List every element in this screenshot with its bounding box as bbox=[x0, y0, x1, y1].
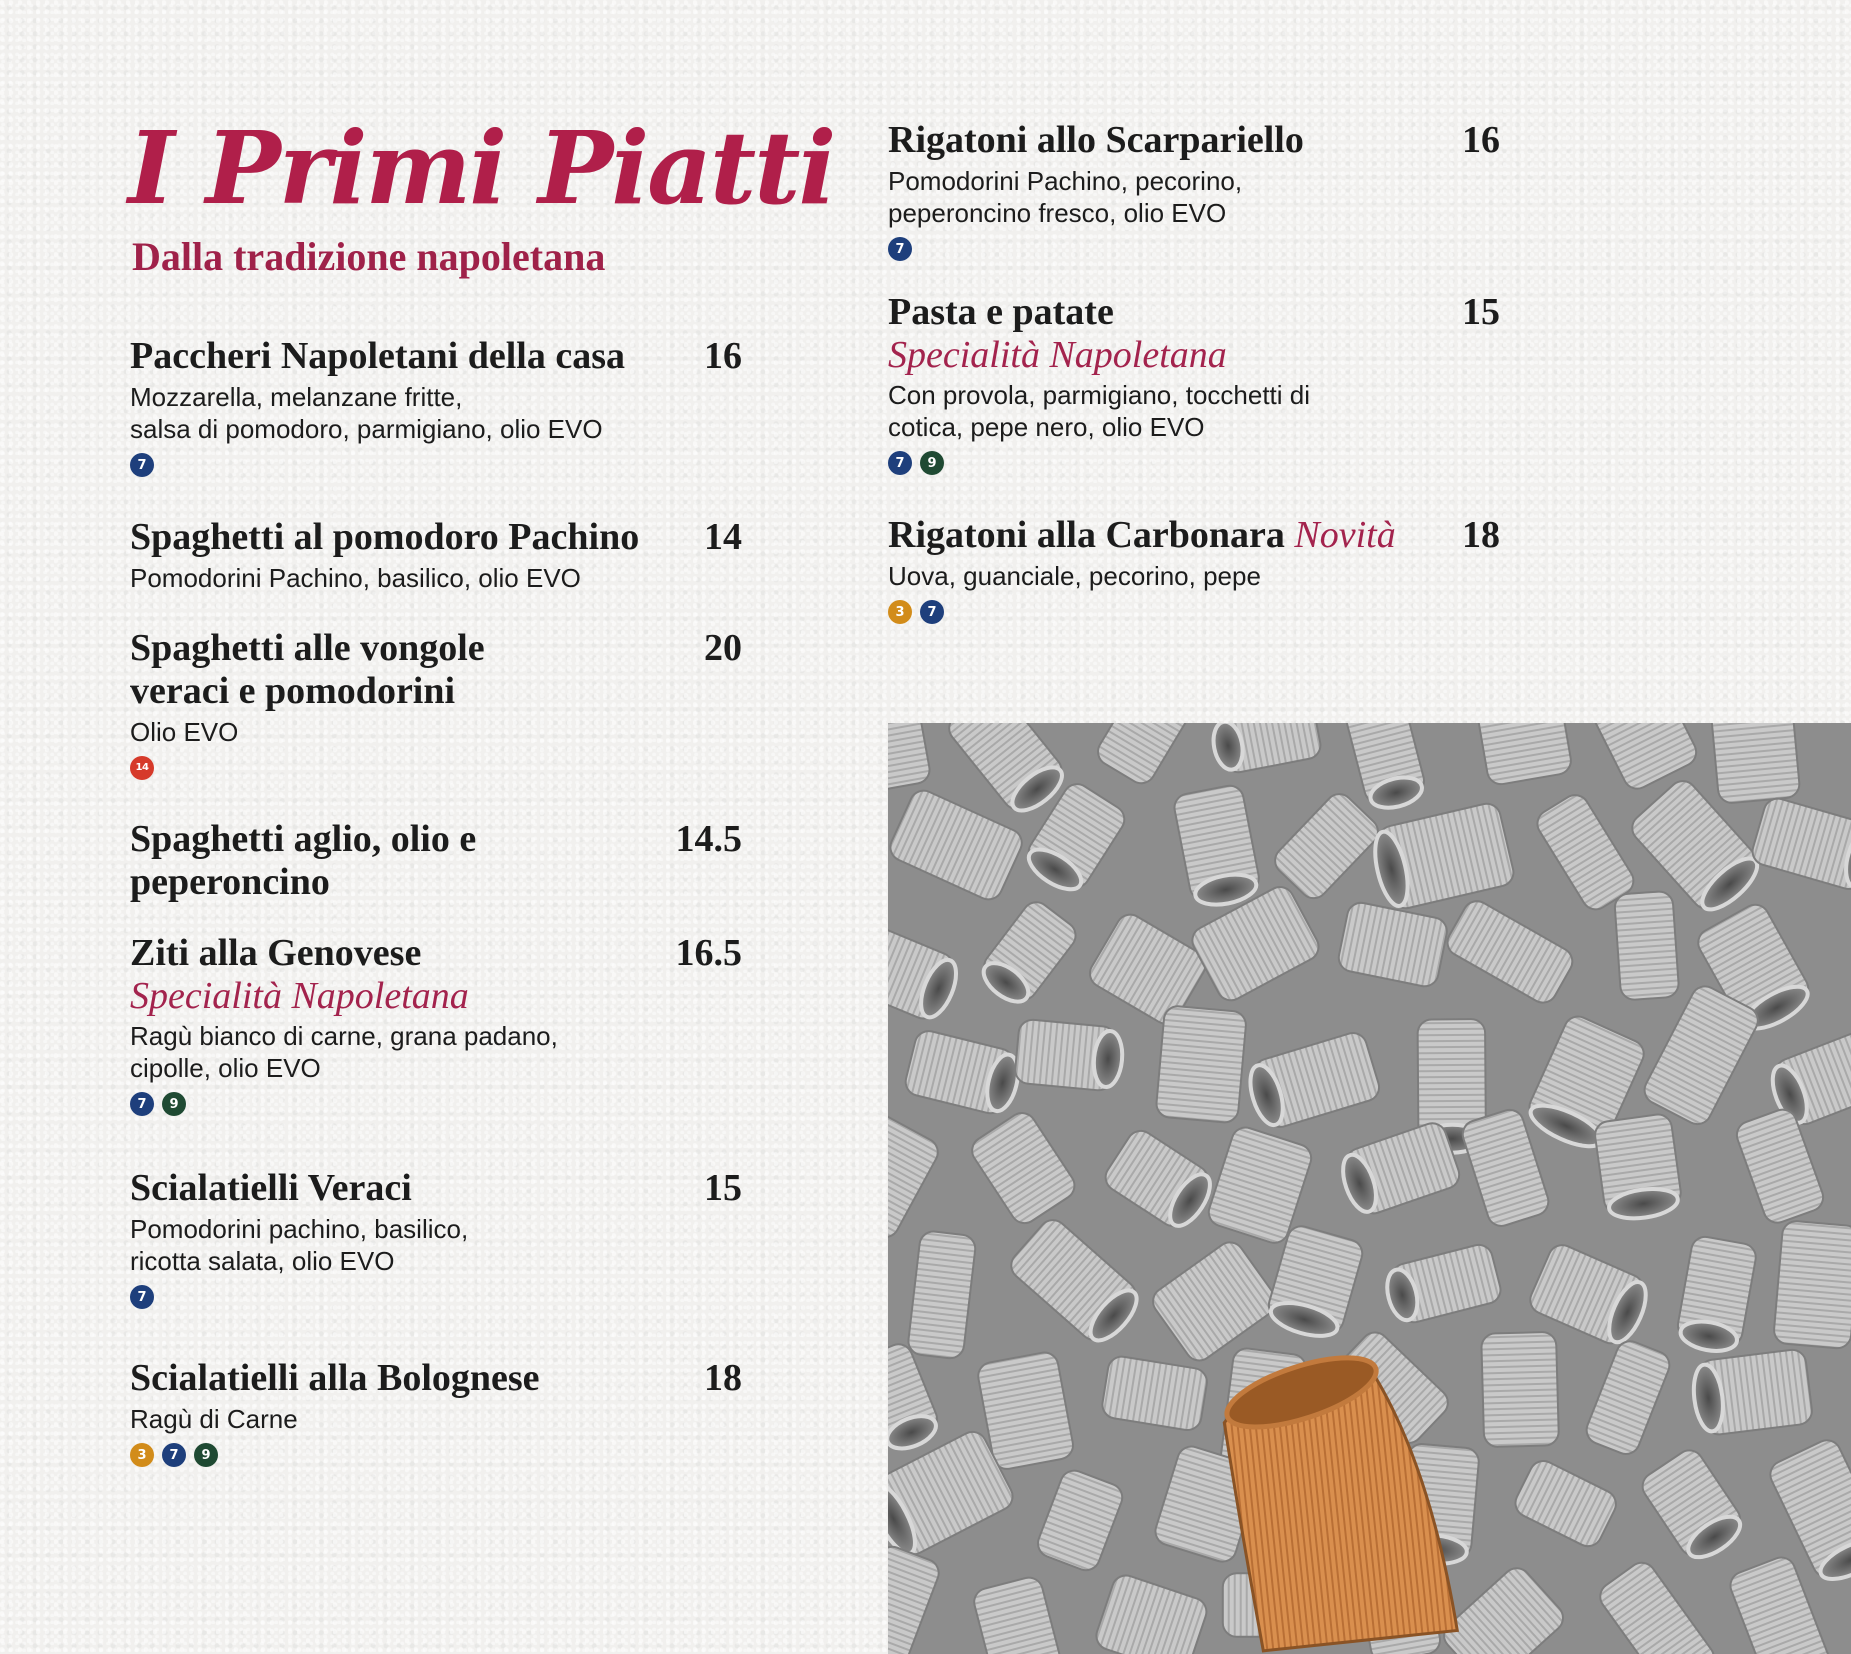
allergen-badge-icon: 9 bbox=[920, 451, 944, 475]
item-description: Pomodorini Pachino, pecorino, peperoncino fresco, olio EVO bbox=[888, 166, 1243, 228]
pasta-piece bbox=[1593, 1113, 1683, 1223]
pasta-photo bbox=[888, 723, 1851, 1654]
allergen-badge-icon: 7 bbox=[130, 453, 154, 477]
allergen-badge-icon: 7 bbox=[130, 1092, 154, 1116]
item-name: Scialatielli Veraci bbox=[130, 1167, 412, 1209]
item-price: 15 bbox=[1462, 291, 1500, 333]
menu-item-scialatielli-bolognese bbox=[130, 1357, 742, 1467]
allergen-list bbox=[130, 1443, 742, 1467]
rigatoni-photo-illustration bbox=[888, 723, 1851, 1654]
menu-item-aglio-olio bbox=[130, 818, 742, 904]
item-description: Olio EVO bbox=[130, 717, 239, 747]
pasta-piece bbox=[1481, 1332, 1559, 1447]
item-description: Pomodorini pachino, basilico, ricotta salata, olio EVO bbox=[130, 1214, 469, 1276]
menu-subtitle: Dalla tradizione napoletana bbox=[132, 234, 606, 279]
allergen-badge-icon: 7 bbox=[888, 451, 912, 475]
menu-item-ziti-genovese bbox=[130, 932, 742, 1116]
allergen-list bbox=[130, 1092, 742, 1116]
allergen-list bbox=[130, 1285, 742, 1309]
menu-item-spaghetti-vongole bbox=[130, 627, 742, 780]
item-price: 20 bbox=[704, 627, 742, 669]
menu-item-paccheri bbox=[130, 335, 742, 477]
item-description: Ragù bianco di carne, grana padano, cipolle, olio EVO bbox=[130, 1021, 558, 1083]
item-name: Ziti alla Genovese bbox=[130, 932, 422, 974]
item-description: Mozzarella, melanzane fritte, salsa di pomodoro, parmigiano, olio EVO bbox=[130, 382, 603, 444]
menu-item-pasta-patate bbox=[888, 291, 1500, 475]
item-specialty-tag: Specialità Napoletana bbox=[130, 975, 469, 1017]
allergen-badge-icon: 7 bbox=[920, 600, 944, 624]
item-name: Scialatielli alla Bolognese bbox=[130, 1357, 540, 1399]
item-description: Con provola, parmigiano, tocchetti di cotica, pepe nero, olio EVO bbox=[888, 380, 1311, 442]
item-name-text: Rigatoni alla Carbonara bbox=[888, 514, 1285, 556]
item-price: 14 bbox=[704, 516, 742, 558]
pasta-piece bbox=[1773, 1220, 1851, 1349]
menu-item-scarpariello bbox=[888, 119, 1500, 261]
item-price: 18 bbox=[704, 1357, 742, 1399]
allergen-list bbox=[130, 756, 742, 780]
item-name: Spaghetti al pomodoro Pachino bbox=[130, 516, 640, 558]
pasta-piece bbox=[1155, 1005, 1247, 1123]
pasta-piece bbox=[1690, 1348, 1814, 1437]
pasta-piece bbox=[1710, 723, 1800, 804]
allergen-badge-icon: 7 bbox=[130, 1285, 154, 1309]
item-name: Pasta e patate bbox=[888, 291, 1114, 333]
allergen-badge-icon: 14 bbox=[130, 756, 154, 780]
allergen-list bbox=[888, 451, 1500, 475]
menu-title: I Primi Piatti bbox=[128, 109, 835, 227]
item-name: Spaghetti alle vongole veraci e pomodorini bbox=[130, 627, 485, 712]
allergen-badge-icon: 7 bbox=[162, 1443, 186, 1467]
item-name: Paccheri Napoletani della casa bbox=[130, 335, 625, 377]
item-description: Ragù di Carne bbox=[130, 1404, 298, 1434]
item-price: 18 bbox=[1462, 514, 1500, 556]
item-new-tag: Novità bbox=[1294, 514, 1396, 556]
allergen-list bbox=[130, 453, 742, 477]
item-specialty-tag: Specialità Napoletana bbox=[888, 334, 1227, 376]
pasta-piece bbox=[1614, 891, 1679, 1001]
allergen-badge-icon: 9 bbox=[194, 1443, 218, 1467]
pasta-piece bbox=[1014, 1019, 1125, 1093]
item-price: 16 bbox=[704, 335, 742, 377]
allergen-badge-icon: 3 bbox=[130, 1443, 154, 1467]
item-price: 16 bbox=[1462, 119, 1500, 161]
menu-item-spaghetti-pomodoro bbox=[130, 516, 742, 594]
menu-item-carbonara bbox=[888, 514, 1500, 624]
item-name: Spaghetti aglio, olio e peperoncino bbox=[130, 818, 477, 903]
menu-item-scialatielli-veraci bbox=[130, 1167, 742, 1309]
allergen-badge-icon: 9 bbox=[162, 1092, 186, 1116]
item-description: Uova, guanciale, pecorino, pepe bbox=[888, 561, 1261, 591]
allergen-list bbox=[888, 237, 1500, 261]
item-price: 15 bbox=[704, 1167, 742, 1209]
item-name bbox=[888, 514, 1408, 557]
allergen-badge-icon: 3 bbox=[888, 600, 912, 624]
item-description: Pomodorini Pachino, basilico, olio EVO bbox=[130, 563, 581, 593]
allergen-list bbox=[888, 600, 1500, 624]
item-price: 16.5 bbox=[675, 932, 742, 974]
item-name: Rigatoni allo Scarpariello bbox=[888, 119, 1304, 161]
item-price: 14.5 bbox=[675, 818, 742, 860]
allergen-badge-icon: 7 bbox=[888, 237, 912, 261]
